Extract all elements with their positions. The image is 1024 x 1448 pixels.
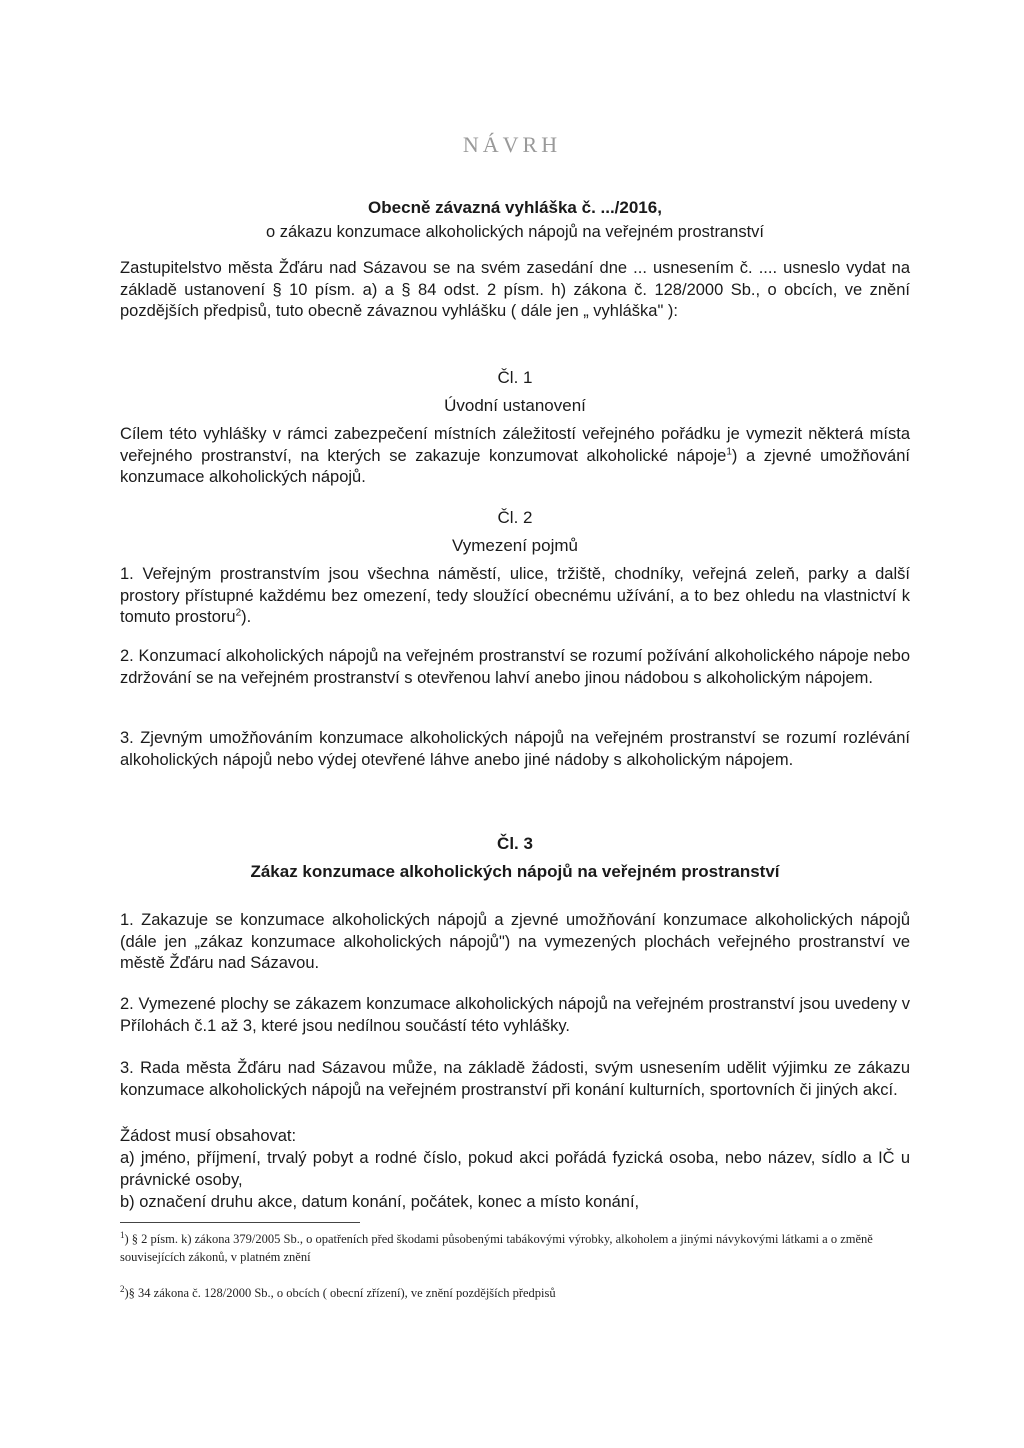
footnote-1-mark: 1 (120, 1229, 125, 1240)
title-block (120, 196, 910, 244)
article-3-paragraph-1: 1. Zakazuje se konzumace alkoholických nápojů a zjevné umožňování konzumace alkoholických nápojů (dále jen „zákaz konzumace alkoholických nápojů") na vymezených plochách veřejného prostranství ve městě Žďáru nad Sázavou. (120, 911, 910, 972)
article-2-number: Čl. 2 (497, 508, 533, 527)
request-item-a: a) jméno, příjmení, trvalý pobyt a rodné číslo, pokud akci pořádá fyzická osoba, nebo název, sídlo a IČ u právnické osoby, (120, 1149, 910, 1189)
article-1-text-main: Cílem této vyhlášky v rámci zabezpečení místních záležitostí veřejného pořádku je vymezit některá místa veřejného prostranství, na kterých se zakazuje konzumovat alkoholické nápoje (120, 425, 910, 465)
article-3-paragraph-2: 2. Vymezené plochy se zákazem konzumace alkoholických nápojů na veřejném prostranství jsou uvedeny v Přílohách č.1 až 3, které jsou nedílnou součástí této vyhlášky. (120, 995, 910, 1035)
article-3-paragraph-3: 3. Rada města Žďáru nad Sázavou může, na základě žádosti, svým usnesením udělit výjimku ze zákazu konzumace alkoholických nápojů na veřejném prostranství při konání kulturních, sportovních či jiných akcí. (120, 1059, 910, 1099)
footnote-2-text: )§ 34 zákona č. 128/2000 Sb., o obcích ( obecní zřízení), ve znění pozdějších předpisů (124, 1286, 556, 1300)
intro-paragraph: Zastupitelstvo města Žďáru nad Sázavou se na svém zasedání dne ... usnesením č. .... usneslo vydat na základě ustanovení § 10 písm. a) a § 84 odst. 2 písm. h) zákona č. 128/2000 Sb., o obcích, ve znění pozdějších předpisů, tuto obecně závaznou vyhlášku ( dále jen „ vyhláška" ): (120, 259, 910, 320)
footnote-2 (120, 1284, 910, 1302)
article-1-number: Čl. 1 (497, 368, 533, 387)
article-2-paragraph-1-end: ). (241, 608, 252, 626)
article-2-paragraph-1-main: 1. Veřejným prostranstvím jsou všechna náměstí, ulice, tržiště, chodníky, veřejná zeleň, parky a další prostory přístupné každému bez omezení, tedy sloužící obecnému užívání, a to bez ohledu na vlastnictví k tomuto prostoru (120, 565, 910, 626)
footnote-1-text: ) § 2 písm. k) zákona 379/2005 Sb., o opatřeních před škodami působenými tabákovými výrobky, alkoholem a jinými návykovými látkami a o změně souvisejících zákonů, v platném znění (120, 1232, 873, 1264)
document-subtitle: o zákazu konzumace alkoholických nápojů na veřejném prostranství (265, 223, 764, 241)
article-3-heading: Zákaz konzumace alkoholických nápojů na veřejném prostranství (250, 862, 780, 881)
footnote-2-mark: 2 (120, 1283, 125, 1294)
article-1-heading: Úvodní ustanovení (444, 396, 586, 415)
footnote-divider (120, 1222, 360, 1223)
article-3-number: Čl. 3 (497, 834, 533, 853)
footnote-ref-1: 1 (726, 446, 732, 457)
footnote-1 (120, 1230, 910, 1266)
draft-stamp: NÁVRH (462, 132, 562, 157)
article-2-paragraph-3: 3. Zjevným umožňováním konzumace alkoholických nápojů na veřejném prostranství se rozumí rozlévání alkoholických nápojů nebo výdej otevřené láhve anebo jiné nádoby s alkoholickým nápojem. (120, 729, 910, 769)
document-title: Obecně závazná vyhláška č. .../2016, (368, 198, 662, 217)
article-1-text-end: ) a zjevné umožňování konzumace alkoholických nápojů. (120, 446, 910, 486)
request-heading: Žádost musí obsahovat: (120, 1127, 297, 1145)
request-item-b: b) označení druhu akce, datum konání, počátek, konec a místo konání, (120, 1193, 640, 1211)
article-2-paragraph-1 (120, 564, 910, 629)
article-2-paragraph-2: 2. Konzumací alkoholických nápojů na veřejném prostranství se rozumí požívání alkoholického nápoje nebo zdržování se na veřejném prostranství s otevřenou lahví anebo jinou nádobou s alkoholickým nápojem. (120, 647, 910, 687)
footnote-ref-2: 2 (235, 607, 242, 619)
article-2-heading: Vymezení pojmů (452, 536, 578, 555)
article-1-text (120, 424, 910, 489)
